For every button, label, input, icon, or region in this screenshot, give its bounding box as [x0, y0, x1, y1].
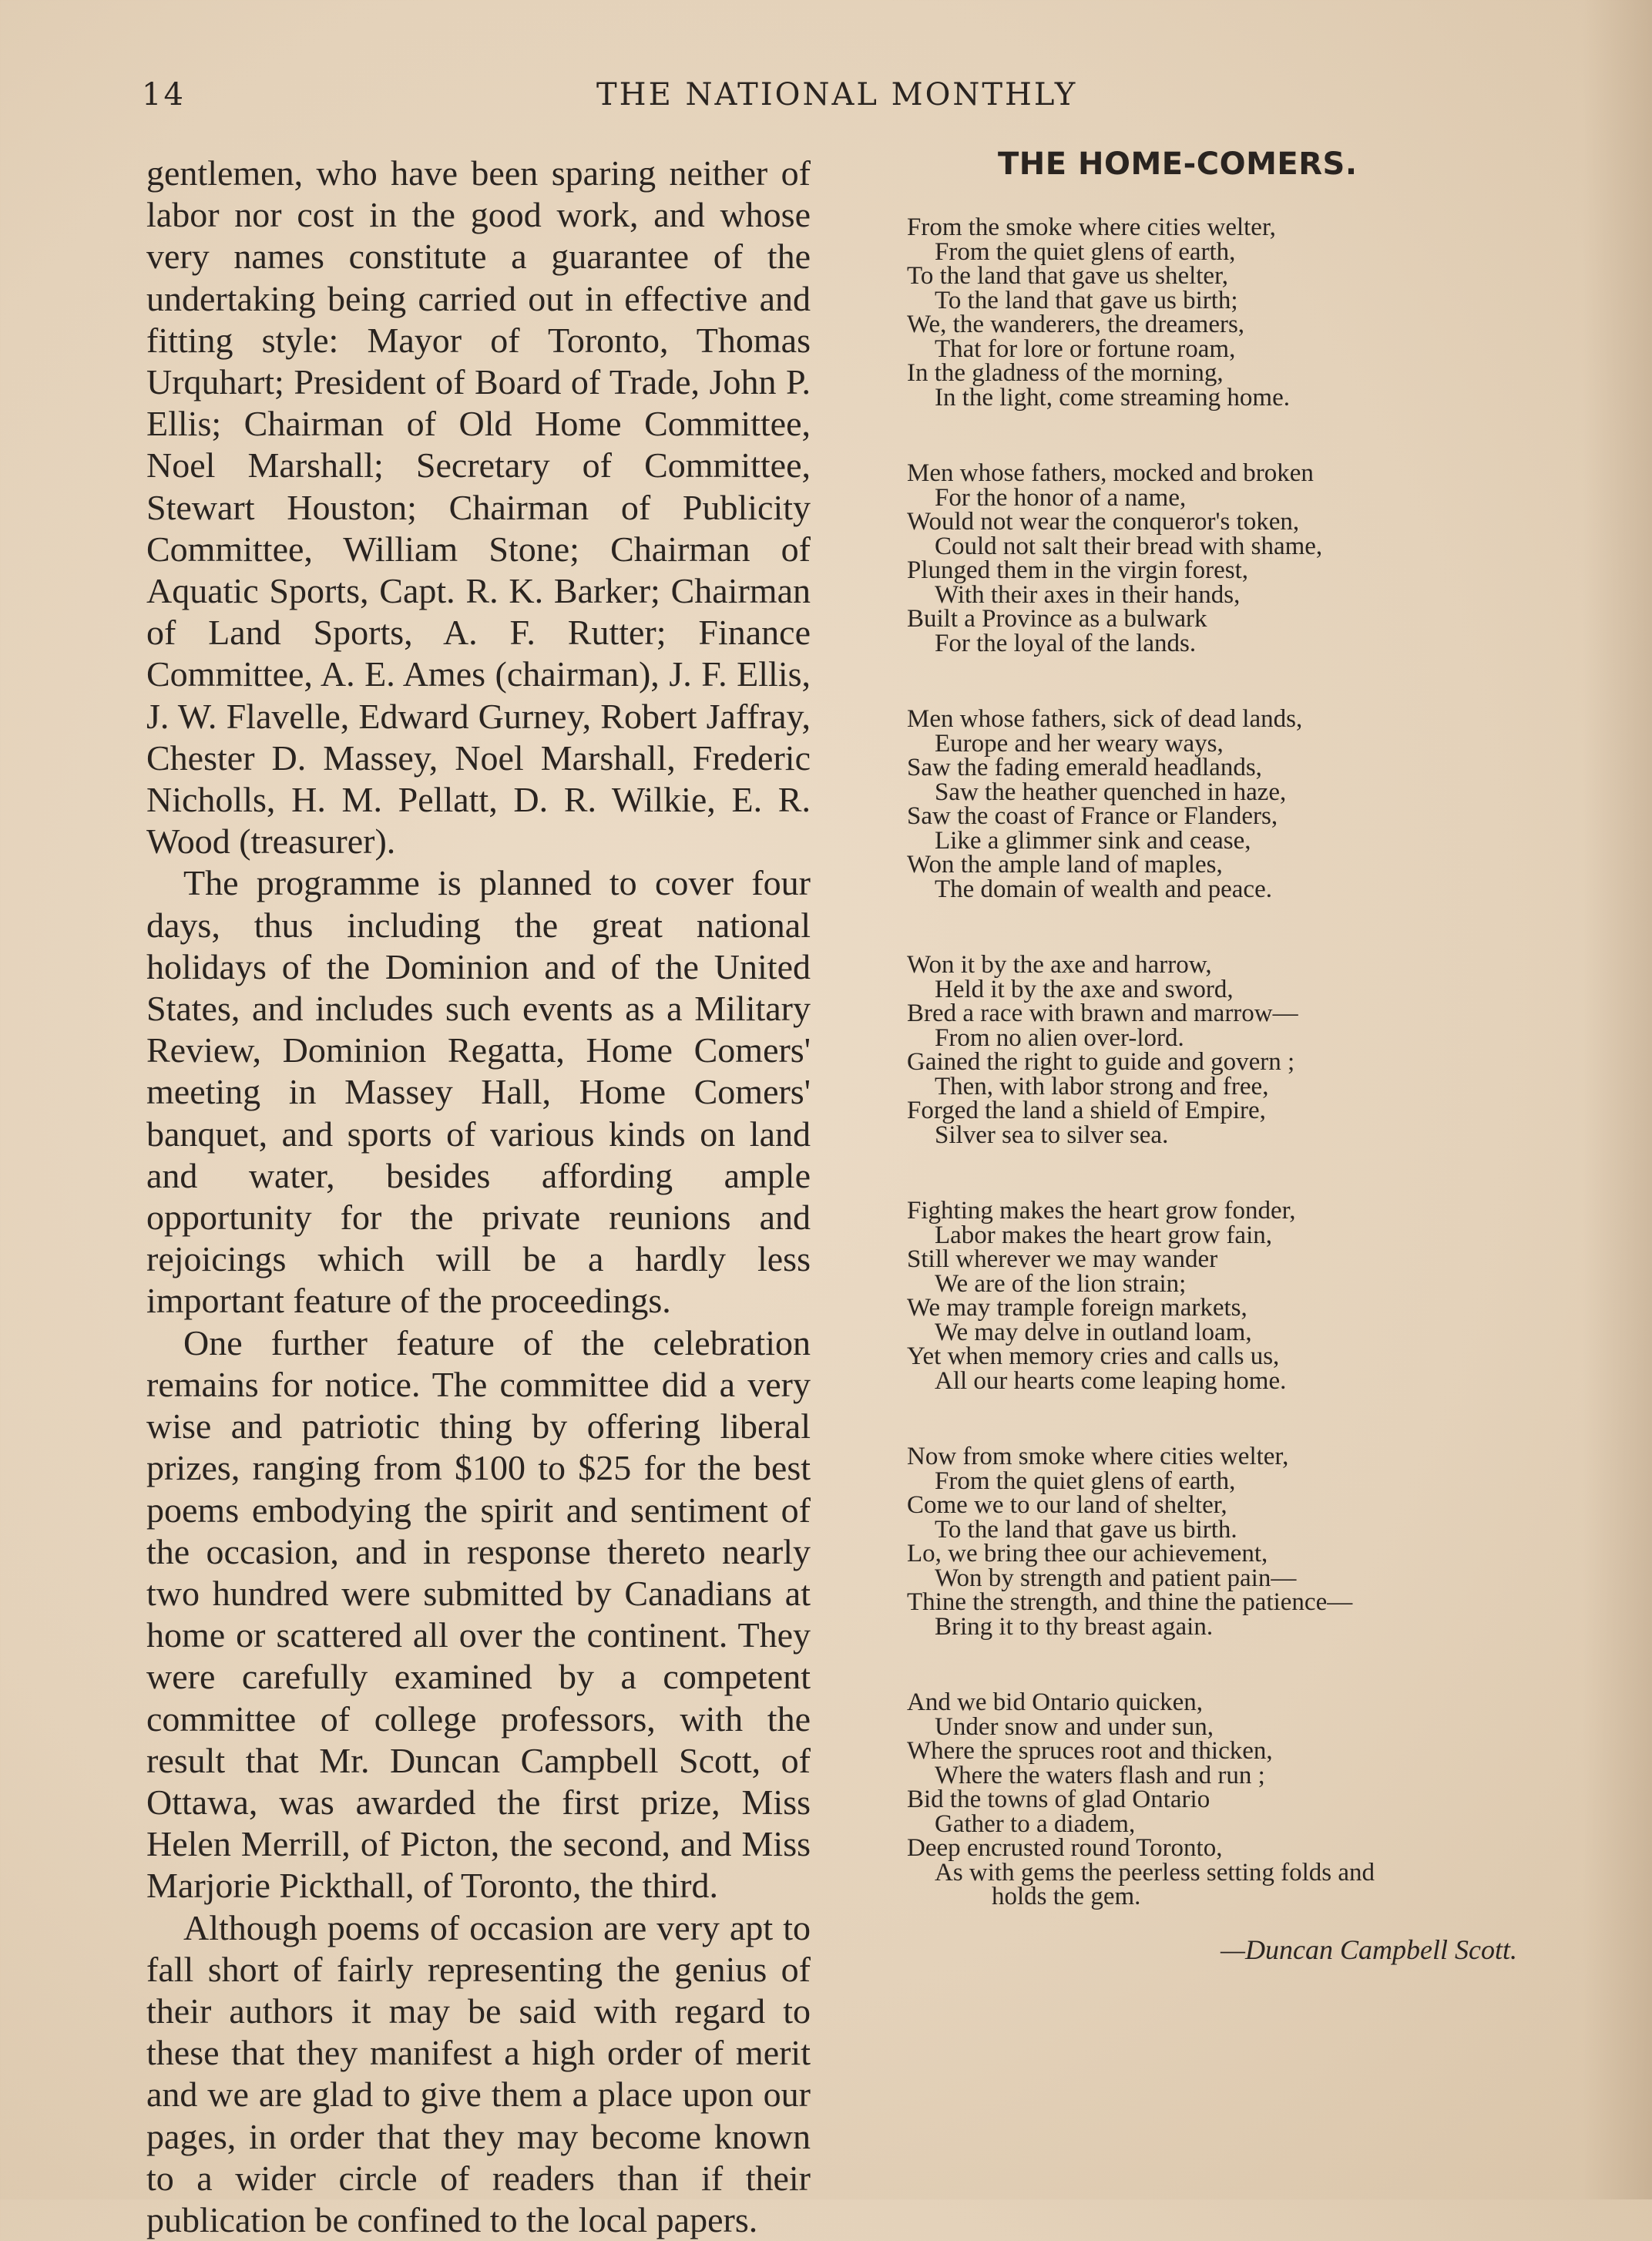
poem-line: To the land that gave us birth. — [935, 1515, 1237, 1544]
poem-line: Saw the fading emerald headlands, — [907, 754, 1262, 781]
poem-line: That for lore or fortune roam, — [935, 334, 1236, 363]
poem-line: With their axes in their hands, — [935, 580, 1241, 609]
poem-stanza — [907, 459, 1523, 657]
poem-line: Yet when memory cries and calls us, — [907, 1342, 1280, 1370]
poem-line: Won it by the axe and harrow, — [907, 951, 1212, 979]
poem-line: Like a glimmer sink and cease, — [935, 826, 1251, 855]
poem-line: Forged the land a shield of Empire, — [907, 1097, 1266, 1124]
poem-line: Saw the coast of France or Flanders, — [907, 802, 1278, 830]
poem-line: For the honor of a name, — [935, 483, 1187, 512]
poem-line: Thine the strength, and thine the patience— — [907, 1588, 1353, 1616]
poem-line: Won by strength and patient pain— — [935, 1564, 1297, 1592]
poem-title: THE HOME-COMERS. — [998, 146, 1358, 182]
poem-line: Would not wear the conqueror's token, — [907, 508, 1300, 536]
poem-line: Gather to a diadem, — [935, 1809, 1136, 1838]
poem-line: Held it by the axe and sword, — [935, 975, 1234, 1003]
poem-line: holds the gem. — [992, 1883, 1141, 1910]
poem-line: Where the spruces root and thicken, — [907, 1737, 1273, 1765]
poem-line: Fighting makes the heart grow fonder, — [907, 1197, 1296, 1225]
page-number: 14 — [142, 77, 186, 113]
poem-line: From the smoke where cities welter, — [907, 213, 1276, 241]
running-head — [142, 77, 1544, 123]
poem-stanza — [907, 707, 1523, 902]
poem-column — [907, 146, 1523, 1966]
poem-line: Europe and her weary ways, — [935, 729, 1224, 758]
poem-stanza — [907, 1445, 1523, 1639]
article-column — [146, 153, 811, 2241]
poem-line: We may delve in outland loam, — [935, 1318, 1252, 1346]
poem-line: Labor makes the heart grow fain, — [935, 1221, 1272, 1249]
poem-line: In the light, come streaming home. — [935, 383, 1290, 412]
poem-line: Plunged them in the virgin forest, — [907, 556, 1249, 584]
poem-line: Still wherever we may wander — [907, 1245, 1218, 1273]
poem-line: For the loyal of the lands. — [935, 629, 1197, 657]
poem-line: Under snow and under sun, — [935, 1712, 1214, 1741]
poem-line: From the quiet glens of earth, — [935, 1467, 1236, 1495]
poem-line: We are of the lion strain; — [935, 1269, 1187, 1298]
poem-line: Now from smoke where cities welter, — [907, 1443, 1289, 1470]
poem-line: Come we to our land of shelter, — [907, 1491, 1227, 1519]
poem-line: We, the wanderers, the dreamers, — [907, 311, 1245, 338]
poem-stanza — [907, 1688, 1523, 1910]
poem-line: All our hearts come leaping home. — [935, 1366, 1287, 1395]
journal-title: THE NATIONAL MONTHLY — [596, 77, 1078, 113]
poem-line: From the quiet glens of earth, — [935, 237, 1236, 266]
article-paragraph: Although poems of occasion are very apt to fall short of fairly representing the genius of their authors it may be said with regard to these that they manifest a high order of merit and we are glad to give them a place upon our pages, in order that they may become known to a wider circle of readers than if their publication be confined to the local papers. — [146, 1907, 811, 2239]
poem-line: Built a Province as a bulwark — [907, 605, 1207, 633]
poem-line: Where the waters flash and run ; — [935, 1761, 1265, 1789]
poem-line: Could not salt their bread with shame, — [935, 532, 1323, 560]
article-paragraph: The programme is planned to cover four days, thus including the great national holidays of the Dominion and of the United States, and includes such events as a Military Review, Dominion Regatta, Home Comers' meeting in Massey Hall, Home Comers' banquet, and sports of various kinds on land and water, besides affording ample opportunity for the private reunions and rejoicings which will be a hardly less important feature of the proceedings. — [146, 863, 811, 1321]
poem-line: In the gladness of the morning, — [907, 359, 1224, 387]
poem-stanza — [907, 1199, 1523, 1393]
poem-line: Men whose fathers, sick of dead lands, — [907, 705, 1303, 733]
poem-line: Saw the heather quenched in haze, — [935, 778, 1287, 806]
poem-line: Men whose fathers, mocked and broken — [907, 459, 1314, 487]
poem-line: To the land that gave us birth; — [935, 286, 1238, 314]
poem-attribution: —Duncan Campbell Scott. — [1221, 1934, 1517, 1965]
poem-line: Bred a race with brawn and marrow— — [907, 1000, 1298, 1027]
poem-line: Bid the towns of glad Ontario — [907, 1786, 1210, 1813]
poem-line: The domain of wealth and peace. — [935, 875, 1272, 903]
page-edge-shadow — [1583, 0, 1652, 2199]
poem-line: Then, with labor strong and free, — [935, 1072, 1269, 1100]
poem-stanza — [907, 953, 1523, 1147]
poem-stanza — [907, 213, 1523, 412]
poem-line: Lo, we bring thee our achievement, — [907, 1540, 1268, 1567]
poem-line: From no alien over-lord. — [935, 1023, 1184, 1052]
poem-line: To the land that gave us shelter, — [907, 262, 1228, 290]
poem-line: Bring it to thy breast again. — [935, 1612, 1214, 1641]
poem-line: And we bid Ontario quicken, — [907, 1688, 1203, 1716]
poem-line: We may trample foreign markets, — [907, 1294, 1247, 1322]
article-paragraph: gentlemen, who have been sparing neither of labor nor cost in the good work, and whose very names constitute a guarantee of the undertaking being carried out in effective and fitting style: Mayor of Toronto, Thomas Urquhart; President of Board of Trade, John P. Ellis; Chairman of Old Home Committee, Noel Marshall; Secretary of Committee, Stewart Houston; Chairman of Publicity Committee, William Stone; Chairman of Aquatic Sports, Capt. R. K. Barker; Chairman of Land Sports, A. F. Rutter; Finance Committee, A. E. Ames (chairman), J. F. Ellis, J. W. Flavelle, Edward Gurney, Robert Jaffray, Chester D. Massey, Noel Marshall, Frederic Nicholls, H. M. Pellatt, D. R. Wilkie, E. R. Wood (treasurer). — [146, 153, 811, 862]
poem-line: As with gems the peerless setting folds and — [935, 1858, 1375, 1887]
article-paragraph: One further feature of the celebration remains for notice. The committee did a very wise and patriotic thing by offering liberal prizes, ranging from $100 to $25 for the best poems embodying the spirit and sentiment of the occasion, and in response thereto nearly two hundred were submitted by Canadians at home or scattered all over the continent. They were carefully examined by a competent committee of college professors, with the result that Mr. Duncan Campbell Scott, of Ottawa, was awarded the first prize, Miss Helen Merrill, of Picton, the second, and Miss Marjorie Pickthall, of Toronto, the third. — [146, 1322, 811, 1906]
poem-line: Silver sea to silver sea. — [935, 1120, 1169, 1149]
poem-line: Won the ample land of maples, — [907, 851, 1223, 879]
poem-line: Gained the right to guide and govern ; — [907, 1048, 1295, 1076]
poem-line: Deep encrusted round Toronto, — [907, 1834, 1223, 1862]
